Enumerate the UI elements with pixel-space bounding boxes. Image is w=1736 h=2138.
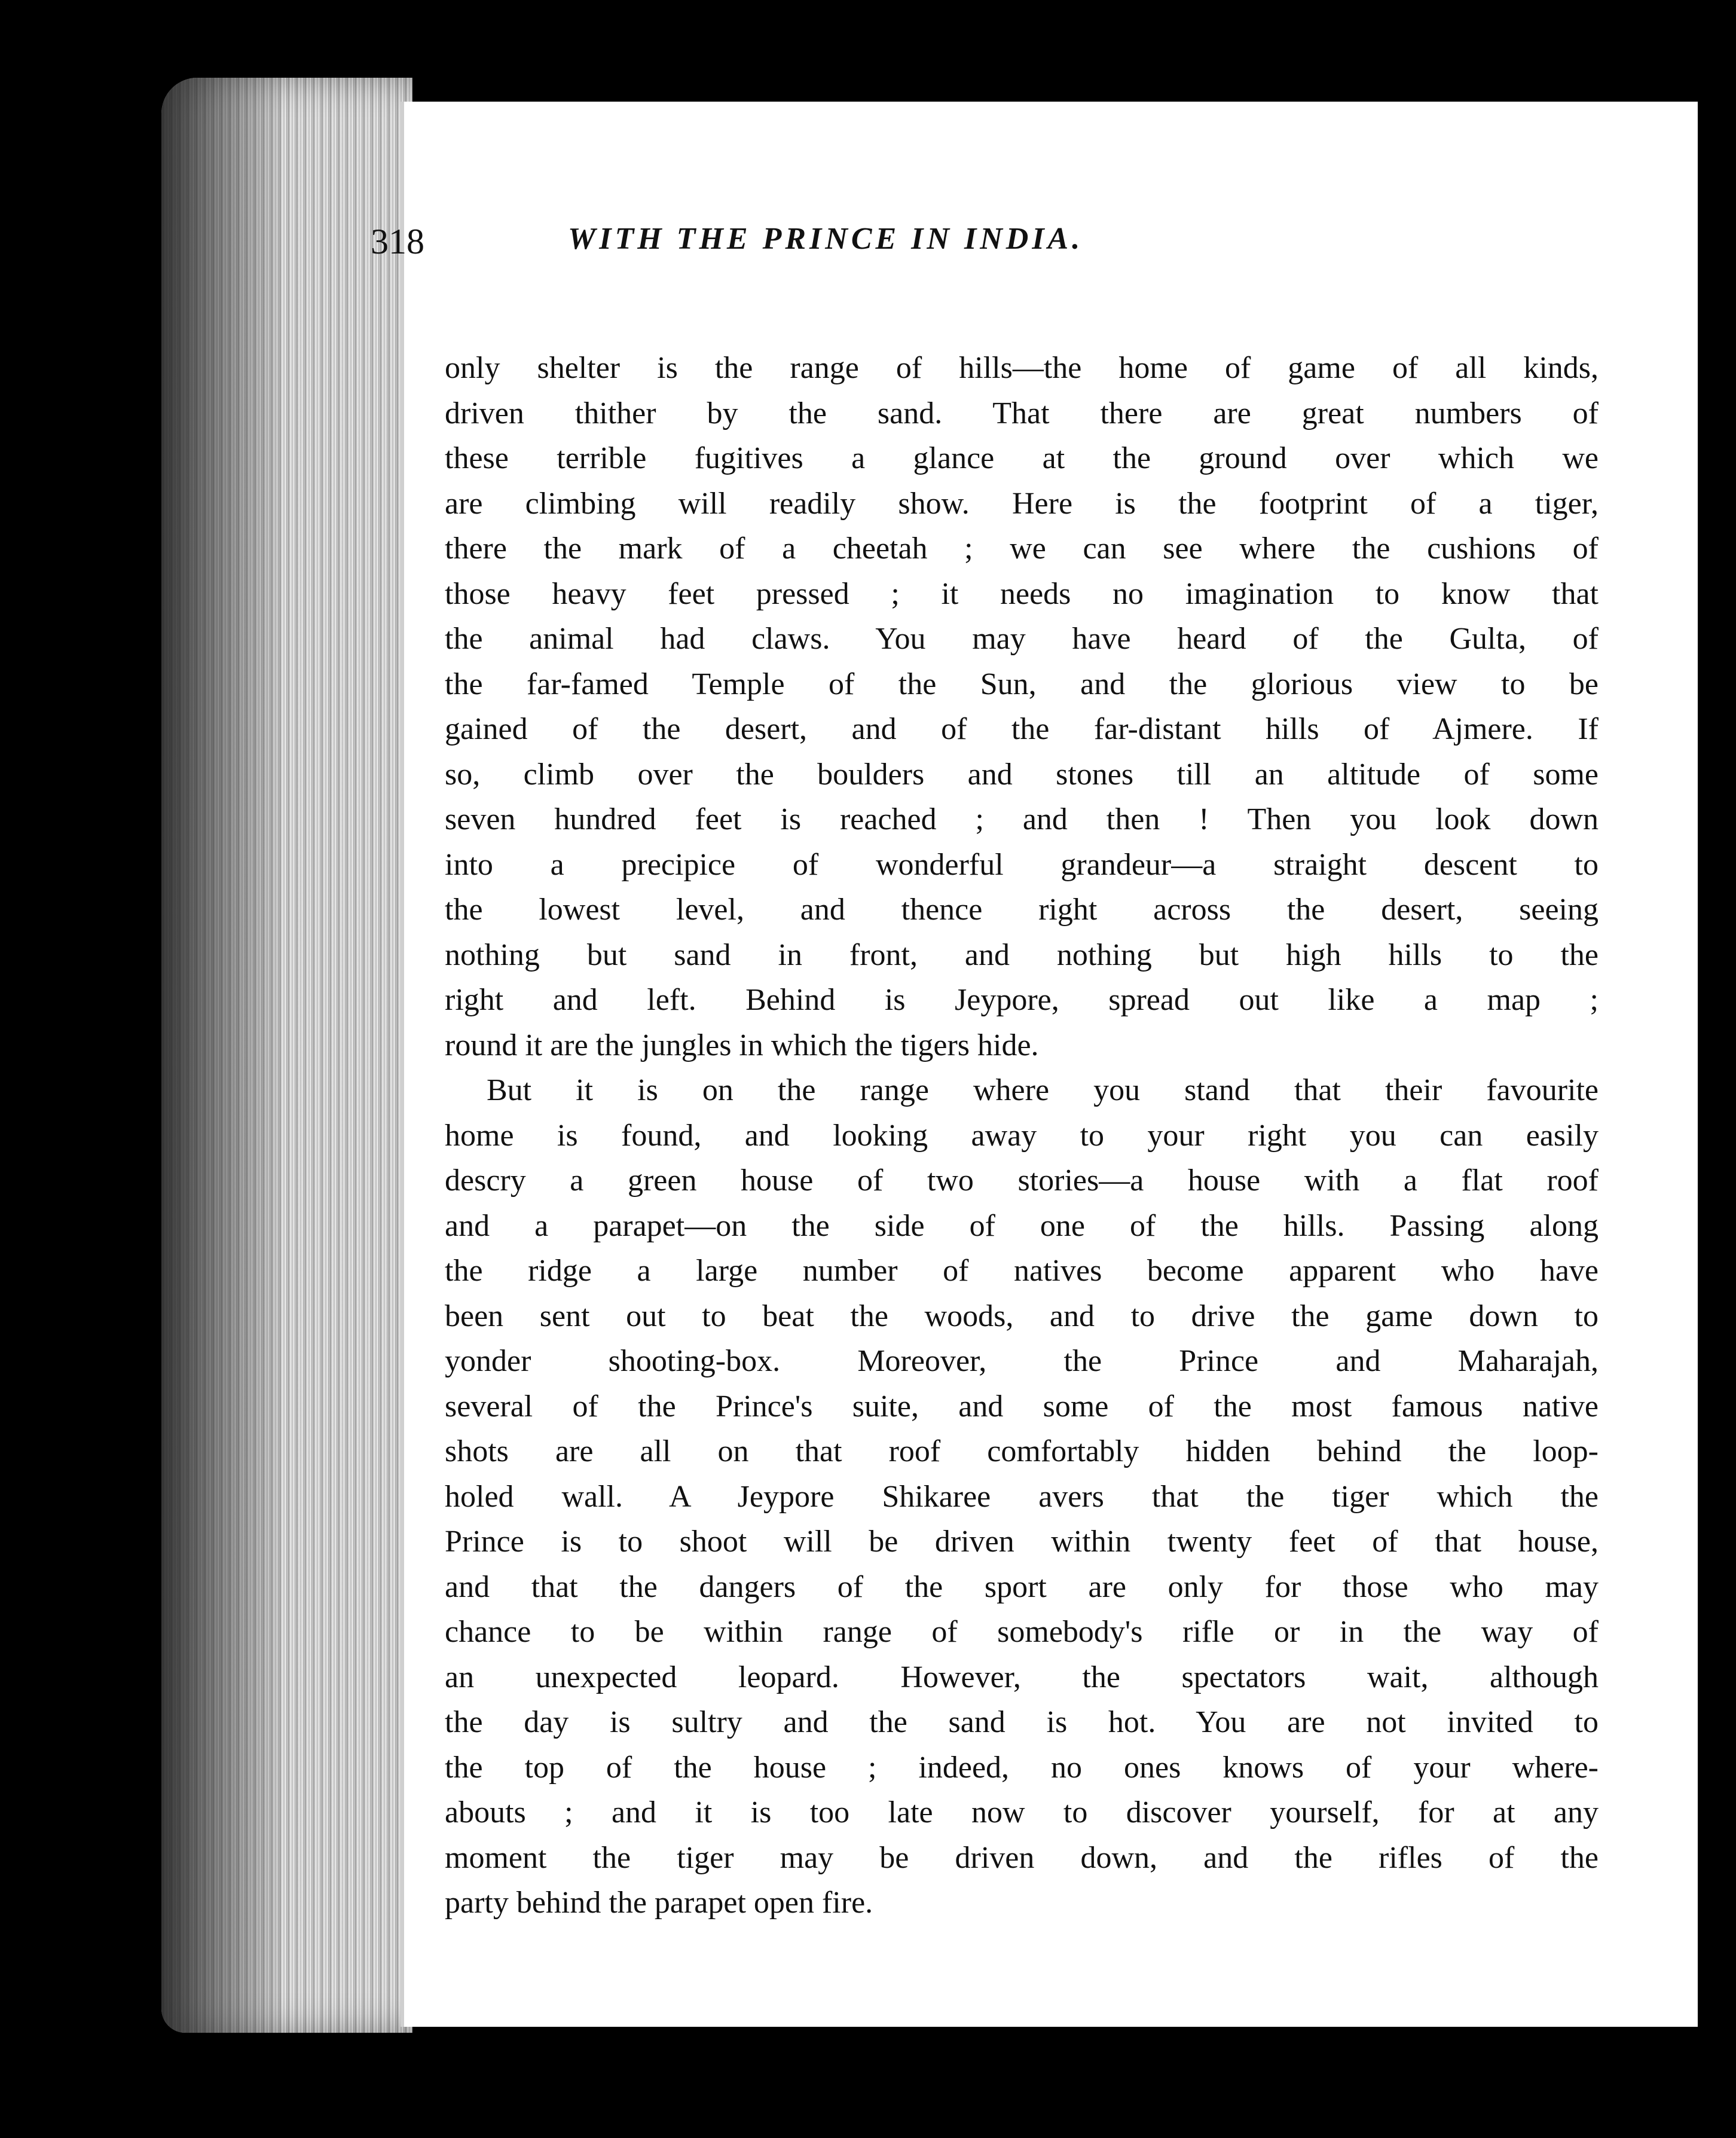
- text-line: holed wall. A Jeypore Shikaree avers that the tiger which the: [445, 1479, 1599, 1514]
- text-line: several of the Prince's suite, and some of the most famous native: [445, 1389, 1599, 1424]
- text-line: yonder shooting-box. Moreover, the Prince and Maharajah,: [445, 1344, 1599, 1378]
- text-line: the animal had claws. You may have heard of the Gulta, of: [445, 622, 1599, 656]
- text-line: the far-famed Temple of the Sun, and the glorious view to be: [445, 667, 1599, 701]
- paragraph-2: [445, 1068, 1599, 1926]
- text-line: But it is on the range where you stand that their favourite: [487, 1073, 1599, 1107]
- text-line: and a parapet—on the side of one of the hills. Passing along: [445, 1208, 1599, 1243]
- text-line: into a precipice of wonderful grandeur—a straight descent to: [445, 847, 1599, 882]
- text-line: so, climb over the boulders and stones till an altitude of some: [445, 757, 1599, 792]
- text-line: party behind the parapet open fire.: [445, 1886, 873, 1920]
- text-line: the ridge a large number of natives become apparent who have: [445, 1254, 1599, 1288]
- text-line: are climbing will readily show. Here is the footprint of a tiger,: [445, 486, 1599, 521]
- text-line: descry a green house of two stories—a house with a flat roof: [445, 1163, 1599, 1198]
- text-line: only shelter is the range of hills—the home of game of all kinds,: [445, 351, 1599, 385]
- scan-border: [1698, 54, 1734, 2045]
- text-line: nothing but sand in front, and nothing but high hills to the: [445, 937, 1599, 972]
- text-line: moment the tiger may be driven down, and the rifles of the: [445, 1840, 1599, 1875]
- text-line: the top of the house ; indeed, no ones knows of your where-: [445, 1750, 1599, 1785]
- binding-shadow: [161, 78, 281, 2033]
- page-number: 318: [371, 222, 424, 261]
- text-line: the lowest level, and thence right across the desert, seeing: [445, 893, 1599, 927]
- page-header: [371, 221, 1387, 281]
- text-line: abouts ; and it is too late now to discover yourself, for at any: [445, 1795, 1599, 1829]
- text-line: round it are the jungles in which the tigers hide.: [445, 1028, 1039, 1062]
- text-line: chance to be within range of somebody's rifle or in the way of: [445, 1615, 1599, 1649]
- text-line: right and left. Behind is Jeypore, spread out like a map ;: [445, 983, 1599, 1017]
- text-line: home is found, and looking away to your right you can easily: [445, 1118, 1599, 1153]
- text-line: the day is sultry and the sand is hot. You are not invited to: [445, 1705, 1599, 1739]
- text-line: gained of the desert, and of the far-distant hills of Ajmere. If: [445, 712, 1599, 746]
- text-line: and that the dangers of the sport are only for those who may: [445, 1569, 1599, 1604]
- paragraph-1: [445, 346, 1599, 1068]
- body-text: [445, 346, 1599, 1926]
- text-line: these terrible fugitives a glance at the ground over which we: [445, 441, 1599, 475]
- text-line: an unexpected leopard. However, the spectators wait, although: [445, 1660, 1599, 1694]
- text-line: seven hundred feet is reached ; and then ! Then you look down: [445, 802, 1599, 836]
- text-line: shots are all on that roof comfortably hidden behind the loop-: [445, 1434, 1599, 1468]
- text-line: driven thither by the sand. That there are great numbers of: [445, 396, 1599, 430]
- text-line: there the mark of a cheetah ; we can see where the cushions of: [445, 532, 1599, 566]
- text-line: Prince is to shoot will be driven within twenty feet of that house,: [445, 1525, 1599, 1559]
- text-line: been sent out to beat the woods, and to drive the game down to: [445, 1299, 1599, 1333]
- text-line: those heavy feet pressed ; it needs no imagination to know that: [445, 576, 1599, 611]
- running-head: WITH THE PRINCE IN INDIA.: [568, 222, 1084, 256]
